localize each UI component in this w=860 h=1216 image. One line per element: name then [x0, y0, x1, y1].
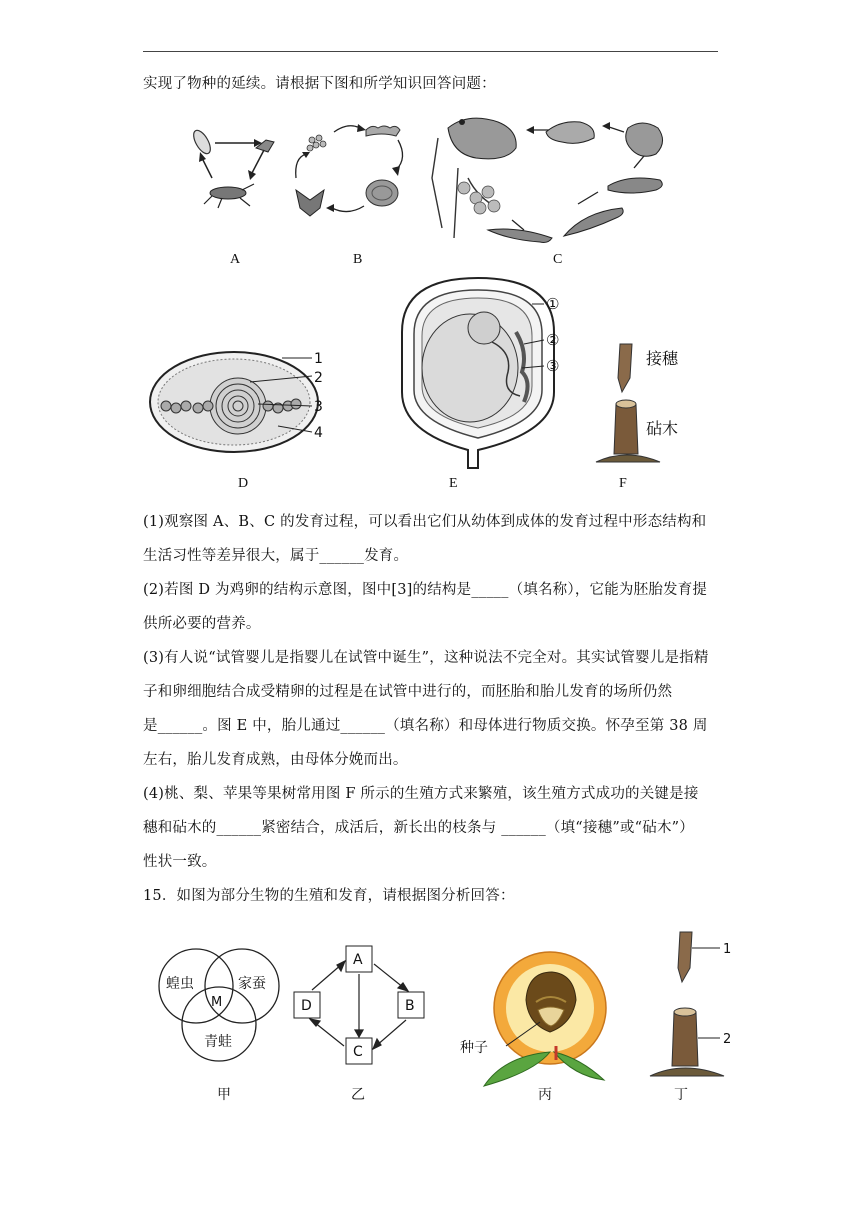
grafting-diagram: [644, 928, 744, 1080]
e-mark-2: ②: [546, 331, 560, 349]
question-3-line-3: 是______。图 E 中，胎儿通过______（填名称）和母体进行物质交换。怀孕至第 38 周: [143, 718, 708, 734]
figure-d-label: D: [238, 476, 249, 491]
figure-e-label: E: [449, 476, 458, 491]
seed-label: 种子: [460, 1040, 488, 1056]
question-1-line-1: (1)观察图 A、B、C 的发育过程，可以看出它们从幼体到成体的发育过程中形态结构和: [143, 514, 707, 530]
question-3-line-4: 左右，胎儿发育成熟，由母体分娩而出。: [143, 752, 408, 768]
e-mark-1: ①: [546, 295, 560, 313]
figure-f-grafting: [590, 338, 694, 468]
question-3-line-2: 子和卵细胞结合成受精卵的过程是在试管中进行的，而胚胎和胎儿发育的场所仍然: [143, 684, 673, 700]
scion-label: 接穗: [646, 349, 679, 368]
cycle-c: C: [353, 1044, 363, 1060]
question-4-line-3: 性状一致。: [143, 854, 217, 870]
question-3-line-1: (3)有人说“试管婴儿是指婴儿在试管中诞生”，这种说法不完全对。其实试管婴儿是指精: [143, 650, 709, 666]
caption-yi: 乙: [351, 1087, 365, 1103]
figure-a-grasshopper-cycle: [182, 118, 282, 218]
figure-f-label: F: [619, 476, 627, 491]
d-mark-4: 4: [314, 425, 323, 441]
caption-ding: 丁: [674, 1087, 688, 1103]
question-4-line-1: (4)桃、梨、苹果等果树常用图 F 所示的生殖方式来繁殖，该生殖方式成功的关键是接: [143, 786, 699, 802]
figure-a-label: A: [230, 252, 241, 267]
figure-e-uterus-fetus: [382, 272, 580, 472]
intro-text: 实现了物种的延续。请根据下图和所学知识回答问题：: [143, 76, 496, 92]
caption-bing: 丙: [538, 1087, 552, 1103]
stock-label: 砧木: [646, 419, 679, 438]
figure-d-egg-structure: [146, 346, 332, 456]
figure-b-label: B: [353, 252, 363, 267]
graft-mark-1: 1: [723, 942, 732, 957]
figure-c-label: C: [553, 252, 563, 267]
venn-diagram: [152, 946, 282, 1066]
question-2-line-2: 供所必要的营养。: [143, 616, 261, 632]
venn-silkworm: 家蚕: [238, 976, 266, 992]
peach-fruit: [454, 950, 614, 1090]
venn-frog: 青蛙: [204, 1034, 232, 1050]
figure-c-frog-cycle: [428, 108, 680, 250]
venn-locust: 蝗虫: [166, 976, 194, 992]
d-mark-1: 1: [314, 351, 323, 367]
d-mark-2: 2: [314, 370, 323, 386]
graft-mark-2: 2: [723, 1032, 732, 1047]
cycle-a: A: [353, 952, 363, 968]
question-1-line-2: 生活习性等差异很大，属于______发育。: [143, 548, 409, 564]
question-15-title: 15．如图为部分生物的生殖和发育，请根据图分析回答：: [143, 888, 515, 904]
cycle-b: B: [405, 998, 415, 1014]
e-mark-3: ③: [546, 357, 560, 375]
cycle-d: D: [301, 998, 312, 1014]
header-rule: [143, 51, 718, 52]
caption-jia: 甲: [217, 1087, 231, 1103]
cycle-diagram: [290, 942, 430, 1070]
venn-m: M: [211, 995, 223, 1010]
question-2-line-1: (2)若图 D 为鸡卵的结构示意图，图中[3]的结构是_____（填名称），它能为胚胎发育提: [143, 582, 708, 598]
figure-b-silkworm-cycle: [286, 118, 414, 222]
question-4-line-2: 穗和砧木的______紧密结合，成活后，新长出的枝条与 ______（填“接穗”或“砧木”）: [143, 820, 694, 836]
d-mark-3: 3: [314, 399, 323, 415]
